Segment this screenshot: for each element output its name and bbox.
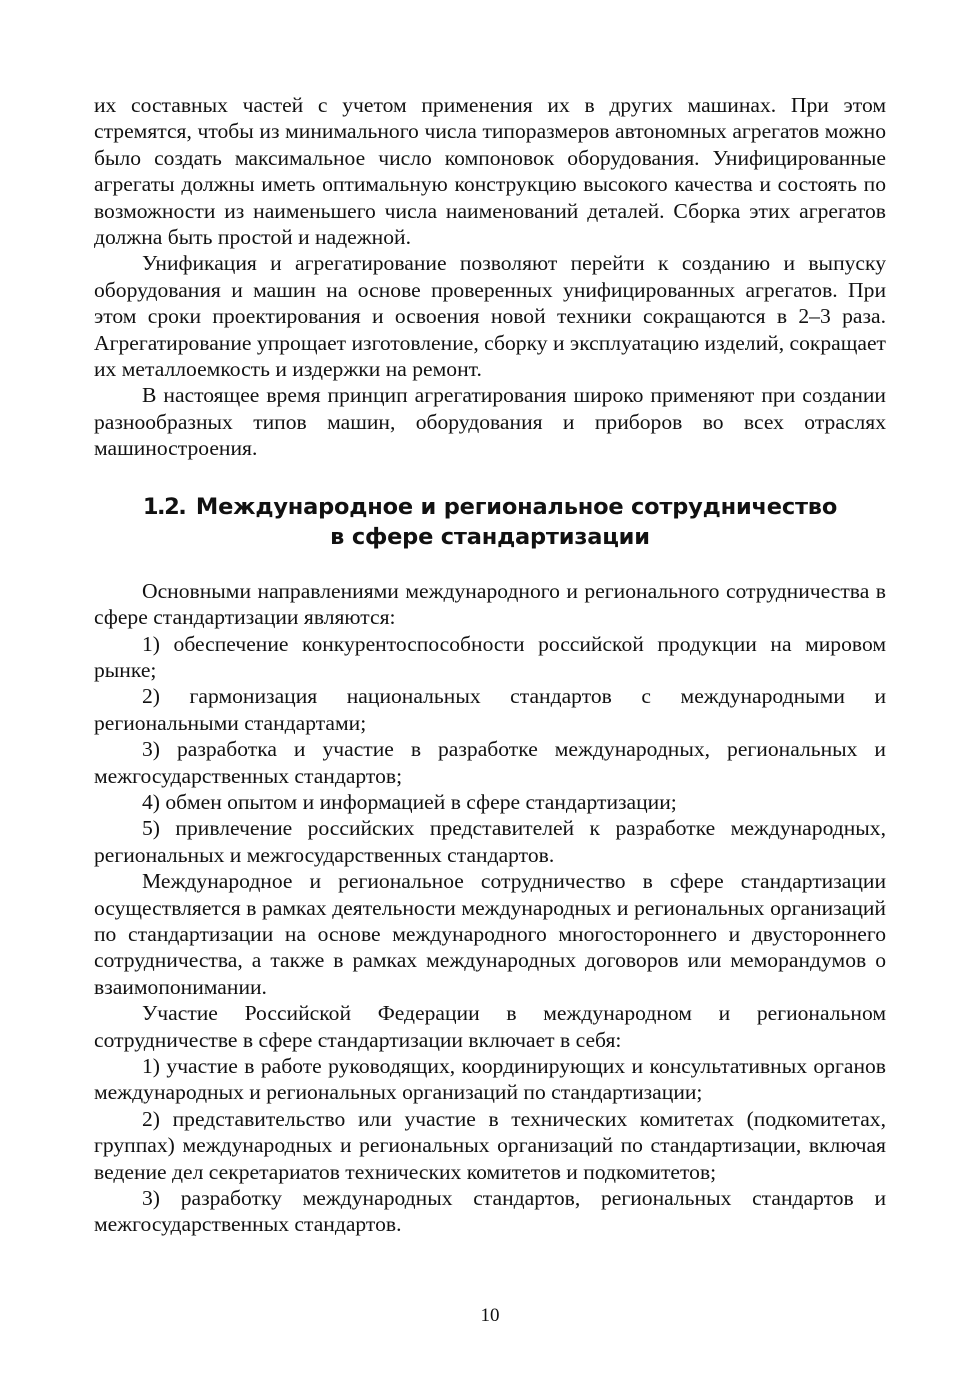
section-title-line-2: в сфере стандартизации xyxy=(330,523,650,550)
paragraph-aggregation-principle: В настоящее время принцип агрегатирования широко применяют при создании разнообразных типов машин, оборудования и приборов во всех отраслях машиностроения. xyxy=(94,383,886,461)
list-item: 4) обмен опытом и информацией в сфере стандартизации; xyxy=(142,789,677,814)
page-body xyxy=(94,92,886,1238)
list-item: 1) участие в работе руководящих, координирующих и консультативных органов международных и региональных организаций по стандартизации; xyxy=(94,1054,886,1105)
section-heading xyxy=(94,492,886,552)
paragraph-main-directions: Основными направлениями международного и регионального сотрудничества в сфере стандартизации являются: xyxy=(94,578,886,630)
section-number: 1.2. xyxy=(142,493,186,520)
paragraph-unification: Унификация и агрегатирование позволяют перейти к созданию и выпуску оборудования и машин на основе проверенных унифицированных агрегатов. При этом сроки проектирования и освоения новой техники сокращаются в 2–3 раза. Агрегатирование упрощает изготовление, сборку и эксплуатацию изделий, сокращает их металлоемкость и издержки на ремонт. xyxy=(94,251,886,382)
list-item: 2) гармонизация национальных стандартов с международными и региональными стандартами; xyxy=(94,684,886,735)
paragraph-cooperation: Международное и региональное сотрудничество в сфере стандартизации осуществляется в рамках деятельности международных и региональных организаций по стандартизации на основе международного многостороннего и двустороннего сотрудничества, а также в рамках международных договоров или меморандумов о взаимопонимании. xyxy=(94,869,886,999)
list-item: 2) представительство или участие в технических комитетах (подкомитетах, группах) международных и региональных организаций по стандартизации, включая ведение дел секретариатов технических комитетов и подкомитетов; xyxy=(94,1106,886,1184)
section-heading-line-1 xyxy=(94,492,886,522)
list-item: 3) разработку международных стандартов, региональных стандартов и межгосударственных стандартов. xyxy=(94,1186,886,1237)
list-item: 1) обеспечение конкурентоспособности российской продукции на мировом рынке; xyxy=(94,631,886,682)
list-item: 5) привлечение российских представителей к разработке международных, региональных и межгосударственных стандартов. xyxy=(94,816,886,867)
page-number: 10 xyxy=(480,1305,500,1326)
paragraph-participation: Участие Российской Федерации в международном и региональном сотрудничестве в сфере стандартизации включает в себя: xyxy=(94,1001,886,1052)
paragraph-continuation: их составных частей с учетом применения их в других машинах. При этом стремятся, чтобы из минимального числа типоразмеров автономных агрегатов можно было создать максимальное число компоновок оборудования. Унифицированные агрегаты должны иметь оптимальную конструкцию высокого качества и состоять по возможности из наименьшего числа наименований деталей. Сборка этих агрегатов должна быть простой и надежной. xyxy=(94,93,886,250)
section-title-line-1: Международное и региональное сотрудничество xyxy=(195,493,838,520)
list-item: 3) разработка и участие в разработке международных, региональных и межгосударственных стандартов; xyxy=(94,737,886,788)
